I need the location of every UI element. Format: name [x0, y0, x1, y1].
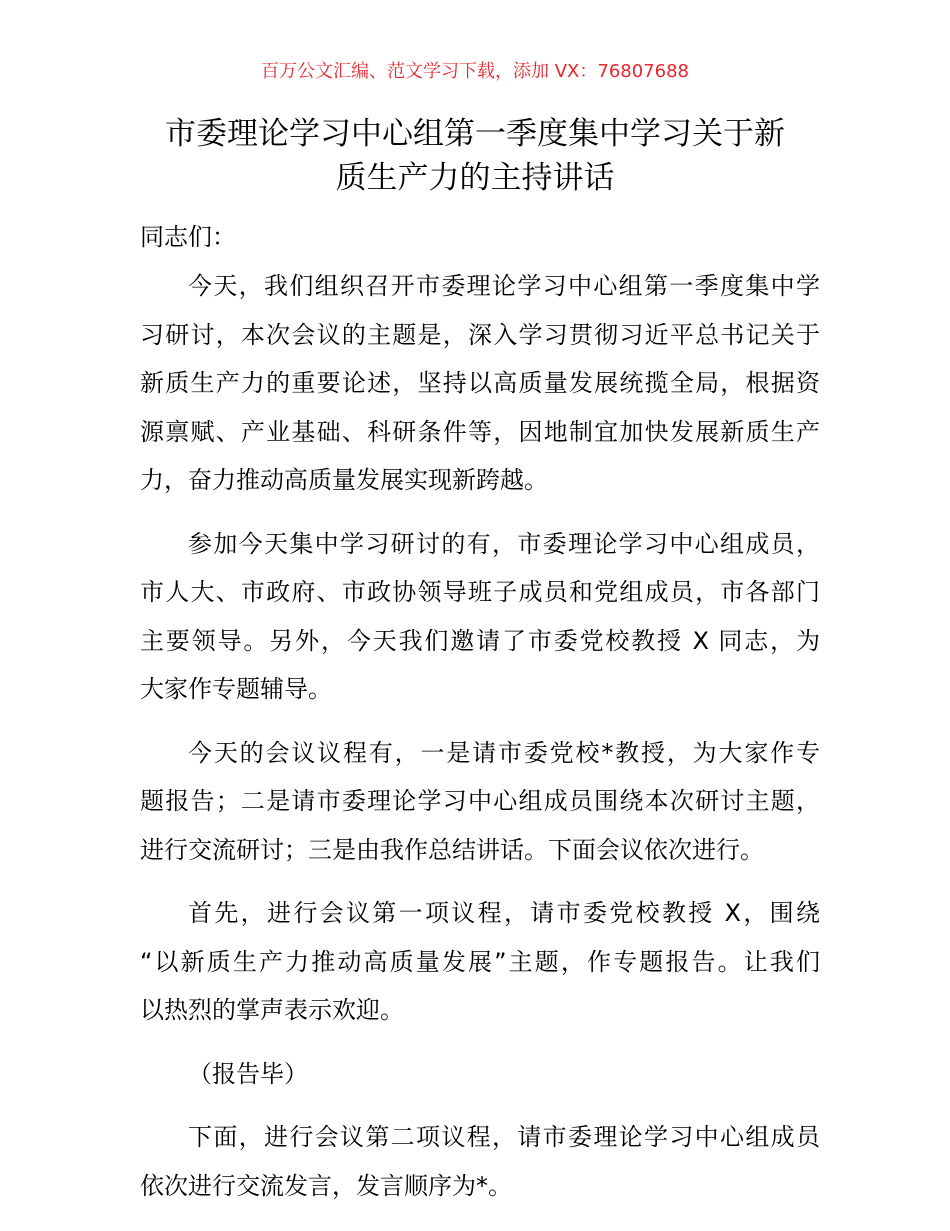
- greeting: 同志们：: [140, 223, 236, 251]
- paragraph-line: （报告毕）: [188, 1059, 308, 1088]
- document-body: [140, 220, 820, 1231]
- paragraph: [140, 1056, 820, 1105]
- title-line: 质生产力的主持讲话: [335, 160, 615, 196]
- paragraph-line: 大家作专题辅导。: [140, 675, 332, 703]
- paragraph-line: 下面，进行会议第二项议程，请市委理论学习中心组成员: [188, 1123, 820, 1151]
- paragraph: [140, 735, 820, 881]
- paragraph: [140, 1119, 820, 1216]
- paragraph-line: 参加今天集中学习研讨的有，市委理论学习中心组成员，: [188, 529, 820, 558]
- watermark-header: 百万公文汇编、范文学习下载，添加 VX：76807688: [261, 61, 689, 82]
- paragraph-line: “以新质生产力推动高质量发展”主题，作专题报告。让我们: [140, 947, 820, 976]
- paragraph-line: 依次进行交流发言，发言顺序为*。: [140, 1171, 512, 1200]
- paragraph-line: 今天，我们组织召开市委理论学习中心组第一季度集中学: [188, 272, 820, 300]
- document-title: [0, 112, 950, 200]
- paragraph: [140, 526, 820, 720]
- paragraph-line: 今天的会议议程有，一是请市委党校*教授，为大家作专: [188, 738, 820, 767]
- paragraph-line: 新质生产力的重要论述，坚持以高质量发展统揽全局，根据资: [140, 369, 820, 397]
- paragraph-line: 首先，进行会议第一项议程，请市委党校教授 X，围绕: [188, 899, 820, 927]
- title-line: 市委理论学习中心组第一季度集中学习关于新: [165, 116, 785, 152]
- paragraph-line: 习研讨，本次会议的主题是，深入学习贯彻习近平总书记关于: [140, 320, 820, 349]
- paragraph-line: 源禀赋、产业基础、科研条件等，因地制宜加快发展新质生产: [140, 417, 820, 446]
- paragraph-line: 市人大、市政府、市政协领导班子成员和党组成员，市各部门: [140, 578, 820, 606]
- paragraph-line: 力，奋力推动高质量发展实现新跨越。: [140, 466, 548, 494]
- paragraph: [140, 895, 820, 1041]
- paragraph-line: 主要领导。另外，今天我们邀请了市委党校教授 X 同志，为: [140, 626, 820, 655]
- paragraph-line: 以热烈的掌声表示欢迎。: [140, 996, 404, 1024]
- paragraph-line: 题报告；二是请市委理论学习中心组成员围绕本次研讨主题，: [140, 787, 820, 815]
- paragraph-line: 进行交流研讨；三是由我作总结讲话。下面会议依次进行。: [140, 835, 764, 864]
- paragraph: [140, 268, 820, 511]
